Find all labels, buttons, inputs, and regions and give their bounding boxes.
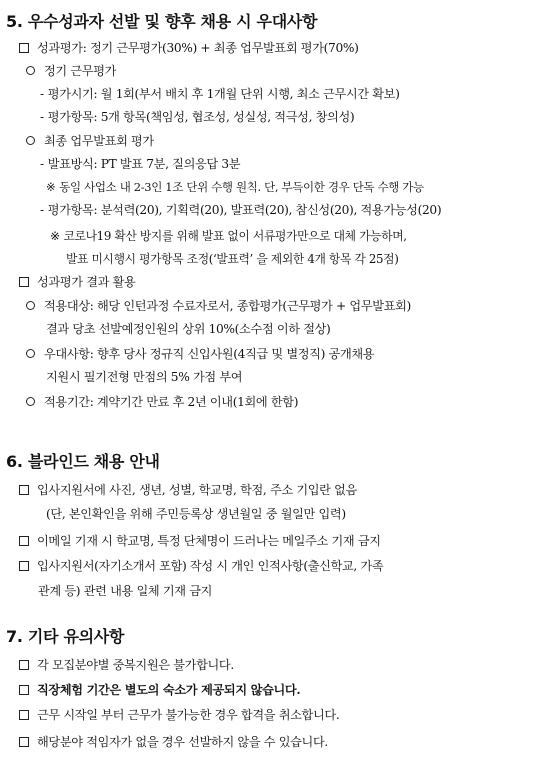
section-5-sub-2-note: ※ 동일 사업소 내 2-3인 1조 단위 수행 원칙. 단, 부득이한 경우 단독 수행 가능 [46, 180, 424, 194]
section-5-use-2-cont: 지원시 필기전형 만점의 5% 가점 부여 [46, 370, 243, 384]
section-5-item-2: 성과평가 결과 활용 [19, 274, 135, 290]
circle-bullet-icon [26, 397, 35, 406]
section-6-item-3: 입사지원서(자기소개서 포함) 작성 시 개인 인적사항(출신학교, 가족 [19, 558, 383, 574]
section-6-item-3-cont: 관계 등) 관련 내용 일체 기재 금지 [38, 584, 213, 598]
circle-bullet-icon [26, 301, 35, 310]
section-6-item-1-cont: (단, 본인확인을 위해 주민등록상 생년월일 중 월일만 입력) [46, 507, 346, 521]
section-6-item-2: 이메일 기재 시 학교명, 특정 단체명이 드러나는 메일주소 기재 금지 [19, 533, 381, 549]
section-7-item-4: 해당분야 적임자가 없을 경우 선발하지 않을 수 있습니다. [19, 734, 328, 750]
circle-bullet-icon [26, 136, 35, 145]
note-mark-icon: ※ [46, 180, 56, 194]
checkbox-square-icon [19, 561, 29, 571]
section-5-sub-1-a: - 평가시기: 월 1회(부서 배치 후 1개월 단위 시행, 최소 근무시간 확보) [40, 87, 400, 101]
section-5-sub-1: 정기 근무평가 [26, 63, 116, 79]
note-mark-icon: ※ [50, 229, 60, 243]
section-5-sub-2-note-2-cont: 발표 미시행시 평가항목 조정(‘발표력’ 을 제외한 4개 항목 각 25점) [66, 252, 399, 266]
circle-bullet-icon [26, 66, 35, 75]
checkbox-square-icon [19, 277, 29, 287]
section-5-use-3: 적용기간: 계약기간 만료 후 2년 이내(1회에 한함) [26, 394, 298, 410]
section-7-heading: 7. 기타 유의사항 [6, 627, 125, 646]
section-7-item-3: 근무 시작일 부터 근무가 불가능한 경우 합격을 취소합니다. [19, 707, 339, 723]
checkbox-square-icon [19, 710, 29, 720]
section-5-sub-1-b: - 평가항목: 5개 항목(책임성, 협조성, 성실성, 적극성, 창의성) [40, 110, 355, 124]
section-5-heading: 5. 우수성과자 선발 및 향후 채용 시 우대사항 [6, 12, 318, 31]
section-5-use-1: 적용대상: 해당 인턴과정 수료자로서, 종합평가(근무평가 + 업무발표회) [26, 298, 411, 314]
checkbox-square-icon [19, 43, 29, 53]
section-6-item-1: 입사지원서에 사진, 생년, 성별, 학교명, 학점, 주소 기입란 없음 [19, 482, 357, 498]
checkbox-square-icon [19, 536, 29, 546]
section-5-sub-2-b: - 평가항목: 분석력(20), 기획력(20), 발표력(20), 참신성(20), 적용가능성(20) [40, 203, 442, 217]
section-5-sub-2-a: - 발표방식: PT 발표 7분, 질의응답 3분 [40, 157, 241, 171]
circle-bullet-icon [26, 349, 35, 358]
checkbox-square-icon [19, 685, 29, 695]
section-7-item-1: 각 모집분야별 중복지원은 불가합니다. [19, 657, 234, 673]
section-5-sub-2: 최종 업무발표회 평가 [26, 133, 154, 149]
section-5-use-2: 우대사항: 향후 당사 정규직 신입사원(4직급 및 별정직) 공개채용 [26, 346, 374, 362]
checkbox-square-icon [19, 485, 29, 495]
section-7-item-2: 직장체험 기간은 별도의 숙소가 제공되지 않습니다. [19, 682, 300, 698]
checkbox-square-icon [19, 737, 29, 747]
section-5-sub-2-note-2: ※ 코로나19 확산 방지를 위해 발표 없이 서류평가만으로 대체 가능하며, [50, 229, 407, 243]
section-5-item-1: 성과평가: 정기 근무평가(30%) + 최종 업무발표회 평가(70%) [19, 40, 359, 56]
checkbox-square-icon [19, 660, 29, 670]
section-6-heading: 6. 블라인드 채용 안내 [6, 452, 160, 471]
section-5-use-1-cont: 결과 당초 선발예정인원의 상위 10%(소수점 이하 절상) [46, 322, 331, 336]
